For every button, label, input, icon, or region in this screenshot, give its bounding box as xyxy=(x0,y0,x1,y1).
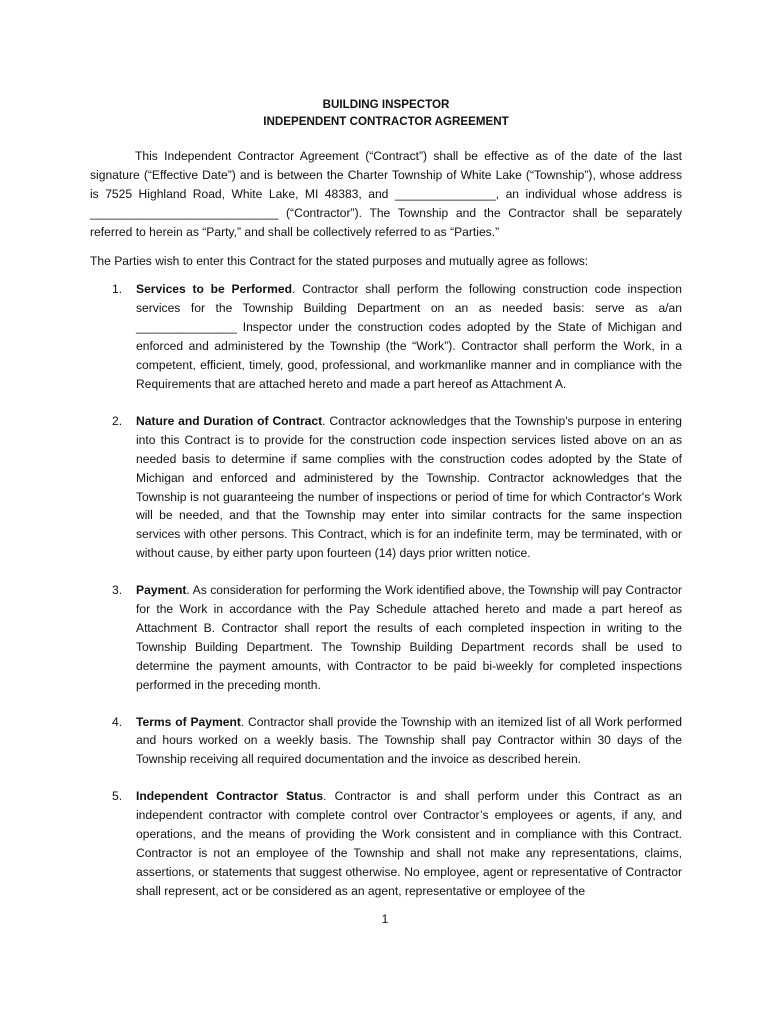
document-title-line-2: INDEPENDENT CONTRACTOR AGREEMENT xyxy=(263,115,509,128)
page-number: 1 xyxy=(381,912,389,926)
section-heading: Terms of Payment xyxy=(136,714,241,729)
section-body xyxy=(136,581,682,694)
section-number: 3. xyxy=(112,583,123,598)
section-text: . Contractor shall perform the following construction code inspection services for the Township Building Department on an as needed basis: serve as a/an _______________ Inspector under the construction codes adopted by the State of Michigan and enforced and administered by the Township (the “Work”). Contractor shall perform the Work, in a competent, efficient, timely, good, professional, and workmanlike manner and in compliance with the Requirements that are attached hereto and made a part hereof as Attachment A. xyxy=(136,282,683,391)
section-3 xyxy=(90,581,682,694)
section-4 xyxy=(90,713,682,770)
section-text: . Contractor is and shall perform under this Contract as an independent contractor with complete control over Contractor’s employees or agents, if any, and operations, and the means of providing the Work consistent and in compliance with this Contract. Contractor is not an employee of the Township and shall not make any representations, claims, assertions, or statements that suggest otherwise. No employee, agent or representative of Contractor shall represent, act or be considered as an agent, representative or employee of the xyxy=(136,789,682,898)
document-page xyxy=(90,96,682,919)
intro-paragraph: This Independent Contractor Agreement (“Contract”) shall be effective as of the date of the last signature (“Effective Date”) and is between the Charter Township of White Lake (“Township”), whose address is 7525 Highland Road, White Lake, MI 48383, and _______________, an individual whose address is ____________________________ (“Contractor”). The Township and the Contractor shall be separately referred to herein as “Party,” and shall be collectively referred to as “Parties.” xyxy=(90,149,682,239)
section-number: 5. xyxy=(112,789,123,804)
section-heading: Services to be Performed xyxy=(136,282,292,297)
section-body xyxy=(136,280,682,393)
section-text: . Contractor shall provide the Township with an itemized list of all Work performed and hours worked on a weekly basis. The Township shall pay Contractor within 30 days of the Township receiving all required documentation and the invoice as described herein. xyxy=(136,714,682,767)
section-heading: Nature and Duration of Contract xyxy=(136,413,323,428)
section-number: 4. xyxy=(112,714,123,729)
section-5 xyxy=(90,787,682,900)
section-heading: Payment xyxy=(136,583,187,598)
section-body xyxy=(136,412,682,563)
lead-in-paragraph: The Parties wish to enter this Contract for the stated purposes and mutually agree as follows: xyxy=(90,253,589,268)
section-text: . As consideration for performing the Work identified above, the Township will pay Contractor for the Work in accordance with the Pay Schedule attached hereto and made a part hereof as Attachment B. Contractor shall report the results of each completed inspection in writing to the Township Building Department. The Township Building Department records shall be used to determine the payment amounts, with Contractor to be paid bi-weekly for completed inspections performed in the preceding month. xyxy=(136,583,682,692)
agreement-sections xyxy=(90,280,682,900)
section-body xyxy=(136,787,682,900)
section-number: 1. xyxy=(112,282,123,297)
section-1 xyxy=(90,280,682,393)
section-text: . Contractor acknowledges that the Township's purpose in entering into this Contract is to provide for the construction code inspection services listed above on an as needed basis to determine if same complies with the construction codes adopted by the State of Michigan and enforced and administered by the Township. Contractor acknowledges that the Township is not guaranteeing the number of inspections or period of time for which Contractor's Work will be needed, and that the Township may enter into similar contracts for the same inspection services with other persons. This Contract, which is for an indefinite term, may be terminated, with or without cause, by either party upon fourteen (14) days prior written notice. xyxy=(136,413,682,561)
section-2 xyxy=(90,412,682,563)
document-title-line-1: BUILDING INSPECTOR xyxy=(322,98,450,111)
section-number: 2. xyxy=(112,413,123,428)
section-body xyxy=(136,713,682,770)
section-heading: Independent Contractor Status xyxy=(136,789,324,804)
